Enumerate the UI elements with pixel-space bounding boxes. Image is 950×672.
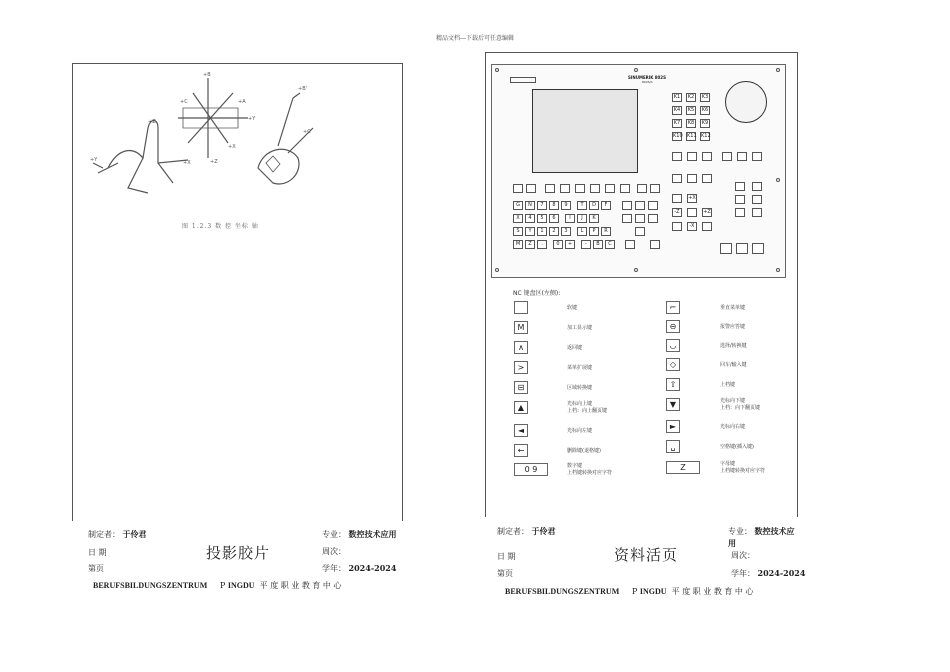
alpha-key[interactable]: 3	[561, 227, 571, 236]
alpha-key[interactable]: -	[581, 240, 591, 249]
screw-icon	[495, 268, 499, 272]
k-key[interactable]: K1	[673, 94, 681, 100]
spindle-key[interactable]	[735, 208, 745, 217]
alpha-key[interactable]: 1	[537, 227, 547, 236]
axis-key-minus-x[interactable]: -X	[687, 222, 697, 231]
number-keys-icon: 0 9	[514, 463, 548, 476]
cursor-key[interactable]	[648, 201, 658, 210]
cursor-up-icon: ▲	[514, 401, 528, 414]
alpha-key[interactable]: .	[537, 240, 547, 249]
feed-override-knob[interactable]	[725, 81, 767, 123]
machine-display-icon: M	[514, 321, 528, 334]
svg-text:+C: +C	[180, 99, 188, 105]
alpha-key[interactable]: P	[589, 227, 599, 236]
cursor-left-key[interactable]	[622, 214, 632, 223]
legend-label: 光标向右键	[720, 424, 746, 430]
cycle-stop-key[interactable]	[736, 243, 748, 254]
select-key[interactable]	[635, 214, 645, 223]
svg-text:+C': +C'	[303, 129, 313, 135]
org-ingdu: INGDU	[227, 581, 255, 590]
mode-key[interactable]	[702, 174, 712, 183]
nc-keyboard-title: NC 键盘区(左侧):	[513, 290, 561, 297]
select-toggle-icon: ◡	[666, 339, 680, 352]
mode-key[interactable]	[737, 152, 747, 161]
softkey-icon	[514, 301, 528, 314]
area-switch-icon: ⊟	[514, 381, 528, 394]
screw-icon	[776, 268, 780, 272]
page-title: 资料活页	[614, 546, 679, 564]
year-label: 学年：	[731, 569, 755, 578]
figure-caption: 图 1.2.3 数 控 坐标 轴	[182, 223, 259, 230]
legend-label: 光标向上键	[567, 401, 593, 407]
mode-key[interactable]	[702, 152, 712, 161]
svg-text:+B: +B	[203, 72, 211, 78]
legend-label: 垂直菜单键	[720, 305, 746, 311]
cursor-down-icon: ▼	[666, 398, 680, 411]
alpha-key[interactable]: C	[605, 240, 615, 249]
org-chinese: 平 度 职 业 教 育 中 心	[259, 581, 342, 590]
panel-model: 802S/C	[642, 80, 653, 84]
alpha-key[interactable]: X	[513, 214, 523, 223]
date-label: 日 期	[88, 548, 107, 557]
softkey[interactable]	[620, 184, 630, 193]
recall-key[interactable]	[526, 184, 536, 193]
org-p: P	[631, 587, 638, 596]
screw-icon	[495, 68, 499, 72]
date-label: 日 期	[497, 552, 516, 561]
screw-icon	[776, 178, 780, 182]
alpha-key[interactable]: D	[589, 201, 599, 210]
axis-key-minus-z[interactable]: -Z	[672, 208, 682, 217]
year-value: 2024-2024	[757, 568, 806, 578]
major-label-text: 专业：	[728, 527, 752, 536]
svg-text:+X: +X	[228, 144, 236, 150]
etc-key[interactable]	[637, 184, 647, 193]
alpha-key[interactable]: G	[513, 201, 523, 210]
week-label: 周次：	[731, 551, 755, 560]
alpha-key[interactable]: +	[565, 240, 575, 249]
k-key[interactable]: K11	[687, 133, 697, 139]
alpha-key[interactable]: M	[513, 240, 523, 249]
alpha-key[interactable]: 0	[553, 240, 563, 249]
alpha-key[interactable]: L	[577, 227, 587, 236]
legend-label: 选择/转换键	[720, 343, 747, 349]
school-year	[322, 563, 396, 574]
coordinate-axes-figure	[88, 68, 318, 228]
alpha-key[interactable]: 9	[561, 201, 571, 210]
cursor-left-icon: ◄	[514, 424, 528, 437]
panel-logo-box	[510, 77, 536, 83]
spindle-key[interactable]	[735, 182, 745, 191]
legend-label-secondary: 上档：向上翻页键	[567, 408, 608, 414]
alpha-key[interactable]: 5	[537, 214, 547, 223]
legend-label: 字母键	[720, 461, 736, 467]
k-key[interactable]: K9	[701, 120, 709, 126]
k-key[interactable]: K7	[673, 120, 681, 126]
author-label-text: 制定者：	[497, 527, 529, 536]
k-key[interactable]: K4	[673, 107, 681, 113]
k-key[interactable]: K6	[701, 107, 709, 113]
legend-label: 软键	[567, 305, 578, 311]
major-label-text: 专业：	[322, 530, 346, 539]
softkey[interactable]	[575, 184, 585, 193]
panel-brand: SINUMERIK 802S	[628, 75, 666, 80]
org-ingdu: INGDU	[639, 587, 667, 596]
softkey[interactable]	[605, 184, 615, 193]
legend-label-secondary: 上档键转换对应字符	[567, 470, 613, 476]
svg-text:+Y: +Y	[248, 116, 256, 122]
alarm-key[interactable]	[622, 201, 632, 210]
legend-label: 上档键	[720, 382, 736, 388]
page-title: 投影胶片	[206, 544, 271, 562]
svg-text:+A: +A	[238, 99, 246, 105]
legend-label: 菜单扩展键	[567, 365, 593, 371]
alpha-key[interactable]: Z	[525, 240, 535, 249]
spindle-key[interactable]	[752, 208, 762, 217]
legend-label: 光标向左键	[567, 428, 593, 434]
legend-label-secondary: 上档键转换对应字符	[720, 468, 766, 474]
cursor-right-icon: ►	[666, 420, 680, 433]
k-key[interactable]: K12	[701, 133, 711, 139]
screw-icon	[634, 68, 638, 72]
k-key[interactable]: K5	[687, 107, 695, 113]
k-key[interactable]: K8	[687, 120, 695, 126]
cursor-down-key[interactable]	[635, 227, 645, 236]
softkey[interactable]	[560, 184, 570, 193]
vertical-menu-icon: ⌐	[666, 301, 680, 314]
svg-text:+Z: +Z	[148, 119, 156, 125]
svg-text:+X: +X	[183, 160, 191, 166]
svg-text:+Y: +Y	[90, 157, 98, 163]
legend-label: 返回键	[567, 345, 583, 351]
shift-icon: ⇧	[666, 378, 680, 391]
spindle-key[interactable]	[735, 195, 745, 204]
legend-label: 空格键(插入键)	[720, 444, 754, 450]
alpha-key[interactable]: 4	[525, 214, 535, 223]
k-key[interactable]: K10	[673, 133, 683, 139]
softkey[interactable]	[545, 184, 555, 193]
major-value: 数控技术应用	[348, 529, 397, 539]
axis-key-plus-x[interactable]: +X	[688, 195, 696, 201]
author-label-text: 制定者：	[88, 530, 120, 539]
rapid-key[interactable]	[687, 208, 697, 217]
machine-area-key[interactable]	[513, 184, 523, 193]
page-number-label: 第页	[497, 569, 513, 578]
alpha-key[interactable]: Y	[525, 227, 535, 236]
alpha-key[interactable]: 8	[549, 201, 559, 210]
letter-keys-icon: Z	[666, 461, 700, 474]
mode-key[interactable]	[672, 152, 682, 161]
mode-key[interactable]	[687, 152, 697, 161]
softkey[interactable]	[590, 184, 600, 193]
mode-key[interactable]	[722, 152, 732, 161]
alpha-key[interactable]: B	[593, 240, 603, 249]
axis-key[interactable]	[702, 222, 712, 231]
alpha-key[interactable]: 6	[549, 214, 559, 223]
recall-icon: ∧	[514, 341, 528, 354]
axis-key[interactable]	[672, 222, 682, 231]
major-value-wrap	[728, 538, 736, 549]
week-label: 周次：	[322, 547, 346, 556]
enter-icon: ◇	[666, 358, 680, 371]
alpha-key[interactable]: I	[565, 214, 575, 223]
header-note: 精品文档---下载后可任意编辑	[435, 35, 515, 42]
legend-label: 数字键	[567, 463, 583, 469]
screw-icon	[776, 68, 780, 72]
legend-label: 回车/输入键	[720, 362, 747, 368]
alpha-key[interactable]: J	[577, 214, 587, 223]
svg-text:+B': +B'	[298, 86, 307, 92]
spindle-key[interactable]	[752, 195, 762, 204]
mode-key[interactable]	[752, 152, 762, 161]
alarm-ack-icon: ⊖	[666, 320, 680, 333]
space-key[interactable]	[625, 240, 635, 249]
school-year	[731, 568, 805, 579]
k-key[interactable]: K3	[701, 94, 709, 100]
major-value-cont: 用	[728, 538, 736, 548]
alpha-key[interactable]: S	[513, 227, 523, 236]
menu-extend-icon: >	[514, 361, 528, 374]
spindle-key[interactable]	[752, 182, 762, 191]
alpha-key[interactable]: R	[601, 227, 611, 236]
author-label	[497, 526, 556, 537]
org-p: P	[219, 581, 226, 590]
organization-line	[93, 580, 341, 591]
page-number-label: 第页	[88, 564, 104, 573]
legend-label: 报警应答键	[720, 324, 746, 330]
screw-icon	[634, 268, 638, 272]
mode-key[interactable]	[687, 174, 697, 183]
org-german: BERUFSBILDUNGSZENTRUM	[93, 581, 208, 590]
alpha-key[interactable]: N	[525, 201, 535, 210]
cursor-right-key[interactable]	[648, 214, 658, 223]
alpha-key[interactable]: K	[589, 214, 599, 223]
legend-label: 区域转换键	[567, 385, 593, 391]
vertical-menu-key[interactable]	[635, 201, 645, 210]
k-key[interactable]: K2	[687, 94, 695, 100]
author-value: 于伶君	[122, 529, 147, 539]
legend-label: 光标向下键	[720, 398, 746, 404]
alpha-key[interactable]: 2	[549, 227, 559, 236]
org-chinese: 平 度 职 业 教 育 中 心	[671, 587, 754, 596]
axis-key[interactable]	[672, 194, 682, 203]
year-label: 学年：	[322, 564, 346, 573]
major-value: 数控技术应	[754, 526, 795, 536]
org-german: BERUFSBILDUNGSZENTRUM	[505, 587, 620, 596]
alpha-key[interactable]: 7	[537, 201, 547, 210]
cycle-start-key[interactable]	[752, 243, 764, 254]
space-insert-icon: ␣	[666, 440, 680, 453]
axis-key-plus-z[interactable]: +Z	[703, 209, 711, 215]
panel-screen	[532, 89, 638, 173]
year-value: 2024-2024	[348, 563, 397, 573]
svg-text:+Z: +Z	[210, 159, 218, 165]
reset-key[interactable]	[720, 243, 732, 254]
legend-label: 加工显示键	[567, 325, 593, 331]
author-value: 于伶君	[531, 526, 556, 536]
legend-label: 删除键(退格键)	[567, 448, 601, 454]
input-key[interactable]	[650, 240, 660, 249]
organization-line	[505, 586, 753, 597]
area-switch-key[interactable]	[650, 184, 660, 193]
alpha-key[interactable]: F	[601, 201, 611, 210]
major-label	[728, 526, 795, 537]
legend-label-secondary: 上档：向下翻页键	[720, 405, 761, 411]
mode-key[interactable]	[672, 174, 682, 183]
backspace-icon: ←	[514, 444, 528, 457]
major-label	[322, 529, 397, 540]
author-label	[88, 529, 147, 540]
alpha-key[interactable]: T	[577, 201, 587, 210]
